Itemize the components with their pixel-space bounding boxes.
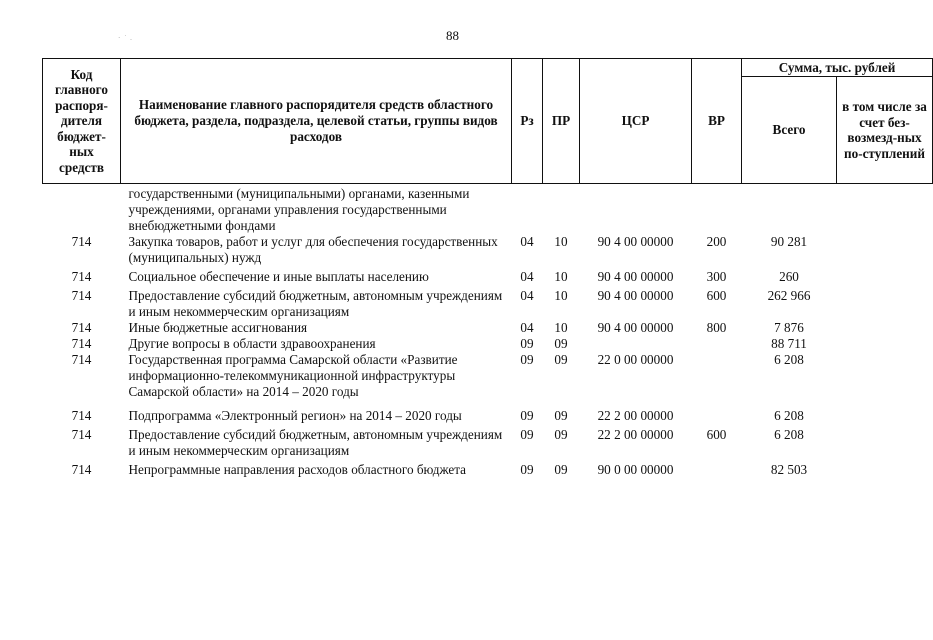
table-row xyxy=(43,459,933,478)
cell-pr: 10 xyxy=(554,234,568,249)
cell-rz: 04 xyxy=(520,320,534,335)
cell-free xyxy=(837,285,933,320)
cell-total: 88 711 xyxy=(771,336,807,351)
cell-code: 714 xyxy=(71,288,92,303)
cell-free xyxy=(837,266,933,285)
cell-rz: 09 xyxy=(520,462,534,477)
cell-code: 714 xyxy=(71,336,92,351)
cell-pr: 10 xyxy=(554,269,568,284)
cell-code xyxy=(43,184,121,235)
cell-vr xyxy=(692,459,742,478)
cell-vr xyxy=(692,400,742,424)
table-row xyxy=(43,336,933,352)
cell-vr xyxy=(692,352,742,400)
table-row xyxy=(43,400,933,424)
cell-name: государственными (муниципальными) органами, казенными учреждениями, органами управления государственными внебюджетными фондами xyxy=(128,186,470,233)
cell-free xyxy=(837,234,933,266)
cell-csr xyxy=(580,184,692,235)
cell-vr: 600 xyxy=(706,288,727,303)
table-row xyxy=(43,266,933,285)
cell-free xyxy=(837,352,933,400)
header-total: Всего xyxy=(742,77,837,184)
cell-csr xyxy=(580,336,692,352)
cell-name: Предоставление субсидий бюджетным, автономным учреждениям и иным некоммерческим организациям xyxy=(128,288,503,319)
table-body xyxy=(43,184,933,479)
cell-pr: 10 xyxy=(554,320,568,335)
cell-vr: 300 xyxy=(706,269,727,284)
header-free: в том числе за счет без-возмезд-ных по-ступлений xyxy=(837,77,933,184)
cell-pr: 09 xyxy=(554,462,568,477)
page-number: 88 xyxy=(446,28,459,43)
cell-csr: 22 2 00 00000 xyxy=(597,408,674,423)
table-row xyxy=(43,234,933,266)
cell-csr: 90 4 00 00000 xyxy=(597,234,674,249)
cell-rz: 04 xyxy=(520,288,534,303)
cell-name: Непрограммные направления расходов областного бюджета xyxy=(128,462,467,477)
cell-rz: 04 xyxy=(520,269,534,284)
cell-rz: 09 xyxy=(520,352,534,367)
cell-csr: 90 4 00 00000 xyxy=(597,320,674,335)
cell-free xyxy=(837,459,933,478)
cell-free xyxy=(837,320,933,336)
cell-name: Другие вопросы в области здравоохранения xyxy=(128,336,376,351)
cell-free xyxy=(837,424,933,459)
cell-vr: 200 xyxy=(706,234,727,249)
cell-code: 714 xyxy=(71,462,92,477)
cell-total: 90 281 xyxy=(770,234,808,249)
cell-code: 714 xyxy=(71,320,92,335)
cell-pr: 10 xyxy=(554,288,568,303)
cell-rz: 09 xyxy=(520,336,534,351)
header-csr: ЦСР xyxy=(580,59,692,184)
header-code: Код главного распоря-дителя бюджет-ных средств xyxy=(43,59,121,184)
cell-name: Социальное обеспечение и иные выплаты населению xyxy=(128,269,429,284)
cell-name: Предоставление субсидий бюджетным, автономным учреждениям и иным некоммерческим организациям xyxy=(128,427,503,458)
cell-name: Подпрограмма «Электронный регион» на 2014 – 2020 годы xyxy=(128,408,462,423)
cell-csr: 22 0 00 00000 xyxy=(597,352,674,367)
header-rz: Рз xyxy=(512,59,543,184)
cell-code: 714 xyxy=(71,234,92,249)
cell-code: 714 xyxy=(71,408,92,423)
cell-total: 6 208 xyxy=(774,352,804,367)
cell-code: 714 xyxy=(71,427,92,442)
cell-total: 82 503 xyxy=(770,462,808,477)
table-row xyxy=(43,424,933,459)
cell-csr: 90 4 00 00000 xyxy=(597,269,674,284)
cell-name: Иные бюджетные ассигнования xyxy=(128,320,308,335)
header-pr: ПР xyxy=(543,59,580,184)
cell-vr xyxy=(692,336,742,352)
cell-name: Закупка товаров, работ и услуг для обеспечения государственных (муниципальных) нужд xyxy=(128,234,498,265)
cell-name: Государственная программа Самарской области «Развитие информационно-телекоммуникационной инфраструктуры Самарской области» на 2014 – 2020 годы xyxy=(128,352,458,399)
table-header xyxy=(43,59,933,184)
cell-total: 6 208 xyxy=(774,427,804,442)
cell-total: 7 876 xyxy=(774,320,804,335)
cell-rz: 04 xyxy=(520,234,534,249)
table-row xyxy=(43,184,933,235)
header-name: Наименование главного распорядителя средств областного бюджета, раздела, подраздела, целевой статьи, группы видов расходов xyxy=(121,59,512,184)
table-row xyxy=(43,320,933,336)
cell-code: 714 xyxy=(71,269,92,284)
cell-pr xyxy=(543,184,580,235)
table-row xyxy=(43,352,933,400)
header-vr: ВР xyxy=(692,59,742,184)
cell-vr xyxy=(692,184,742,235)
table-row xyxy=(43,285,933,320)
cell-total: 260 xyxy=(779,269,799,284)
cell-free xyxy=(837,184,933,235)
cell-csr: 90 0 00 00000 xyxy=(597,462,674,477)
cell-total: 262 966 xyxy=(767,288,811,303)
scan-speck: · ˙ . xyxy=(118,34,133,42)
cell-vr: 800 xyxy=(706,320,727,335)
cell-rz xyxy=(512,184,543,235)
cell-csr: 22 2 00 00000 xyxy=(597,427,674,442)
header-sum: Сумма, тыс. рублей xyxy=(742,59,933,77)
cell-free xyxy=(837,336,933,352)
cell-pr: 09 xyxy=(554,408,568,423)
cell-free xyxy=(837,400,933,424)
cell-vr: 600 xyxy=(706,427,727,442)
cell-pr: 09 xyxy=(554,336,568,351)
cell-code: 714 xyxy=(71,352,92,367)
cell-rz: 09 xyxy=(520,408,534,423)
budget-table xyxy=(42,58,933,478)
cell-csr: 90 4 00 00000 xyxy=(597,288,674,303)
cell-total xyxy=(742,184,837,235)
cell-pr: 09 xyxy=(554,427,568,442)
cell-total: 6 208 xyxy=(774,408,804,423)
cell-rz: 09 xyxy=(520,427,534,442)
cell-pr: 09 xyxy=(554,352,568,367)
